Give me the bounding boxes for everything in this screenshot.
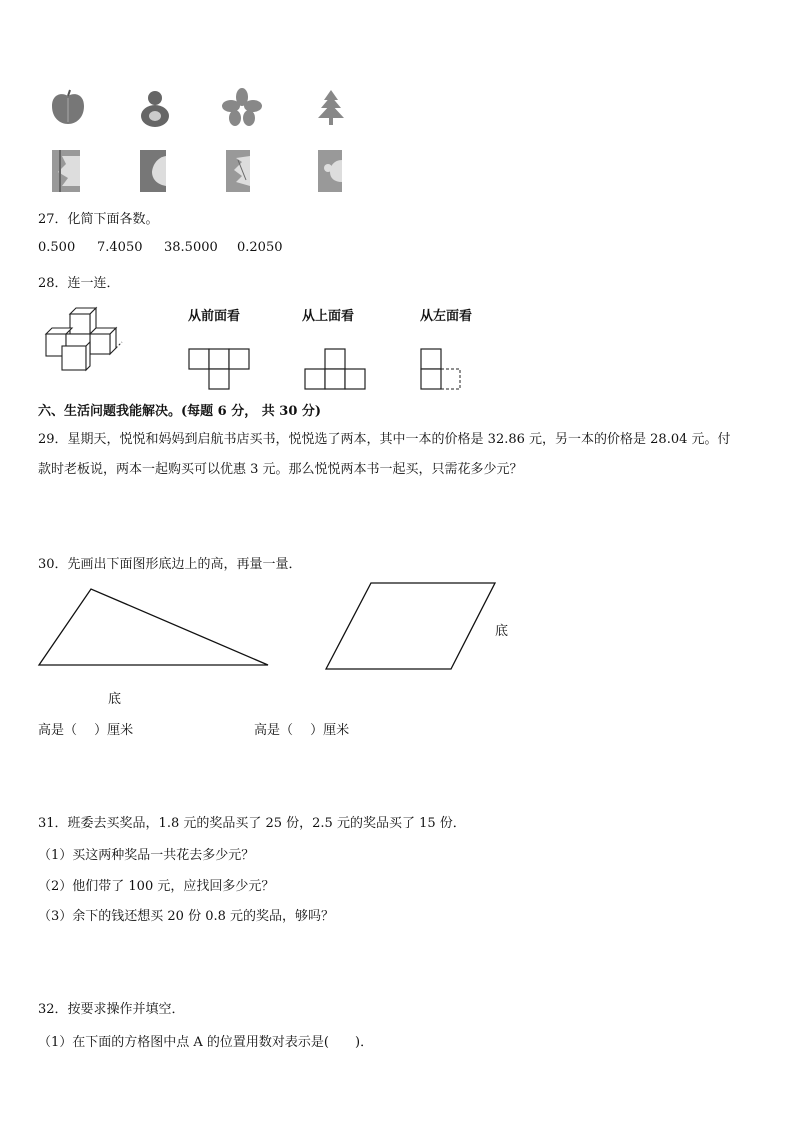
q31-prompt: 31．班委去买奖品，1.8 元的奖品买了 25 份，2.5 元的奖品买了 15 份． bbox=[38, 816, 466, 831]
apple-silhouette bbox=[48, 88, 88, 128]
view-diagram-3 bbox=[420, 348, 470, 392]
q30-answer-1: 高是（ ）厘米 bbox=[38, 723, 134, 738]
flower-silhouette bbox=[222, 88, 262, 126]
parallelogram-figure bbox=[323, 580, 499, 672]
q28-view-top-label: 从上面看 bbox=[302, 309, 355, 324]
triangle-figure bbox=[36, 586, 272, 670]
gourd-silhouette bbox=[138, 88, 172, 128]
folded-paper-2 bbox=[140, 150, 168, 192]
view-diagram-1 bbox=[188, 348, 252, 392]
cube-stack-figure bbox=[40, 304, 130, 372]
folded-paper-3 bbox=[226, 150, 252, 192]
q27-number-3: 38.5000 bbox=[164, 240, 218, 255]
q31-sub2: （2）他们带了 100 元，应找回多少元？ bbox=[38, 879, 275, 894]
q32-sub1: （1）在下面的方格图中点 A 的位置用数对表示是( )． bbox=[38, 1035, 374, 1050]
folded-paper-1 bbox=[52, 150, 82, 192]
q31-sub1: （1）买这两种奖品一共花去多少元？ bbox=[38, 848, 255, 863]
q29-line2: 款时老板说，两本一起购买可以优惠 3 元。那么悦悦两本书一起买，只需花多少元？ bbox=[38, 462, 523, 477]
q29-line1: 29．星期天，悦悦和妈妈到启航书店买书，悦悦选了两本，其中一本的价格是 32.86 元，另一本的价格是 28.04 元。付 bbox=[38, 432, 731, 447]
q28-view-front-label: 从前面看 bbox=[188, 309, 241, 324]
view-diagram-2 bbox=[304, 348, 368, 392]
parallelogram-base-label: 底 bbox=[495, 624, 509, 639]
q28-view-left-label: 从左面看 bbox=[420, 309, 473, 324]
folded-paper-4 bbox=[318, 150, 344, 192]
triangle-base-label: 底 bbox=[108, 692, 122, 707]
q27-number-1: 0.500 bbox=[38, 240, 76, 255]
section6-heading: 六、生活问题我能解决。(每题 6 分， 共 30 分) bbox=[38, 404, 322, 419]
q27-prompt: 27．化简下面各数。 bbox=[38, 212, 159, 227]
q27-number-4: 0.2050 bbox=[237, 240, 283, 255]
q32-prompt: 32．按要求操作并填空． bbox=[38, 1002, 185, 1017]
q27-number-2: 7.4050 bbox=[97, 240, 143, 255]
tree-silhouette bbox=[316, 90, 346, 126]
q31-sub3: （3）余下的钱还想买 20 份 0.8 元的奖品，够吗？ bbox=[38, 909, 335, 924]
q28-prompt: 28．连一连． bbox=[38, 276, 120, 291]
q30-answer-2: 高是（ ）厘米 bbox=[254, 723, 350, 738]
q30-prompt: 30．先画出下面图形底边上的高，再量一量． bbox=[38, 557, 302, 572]
